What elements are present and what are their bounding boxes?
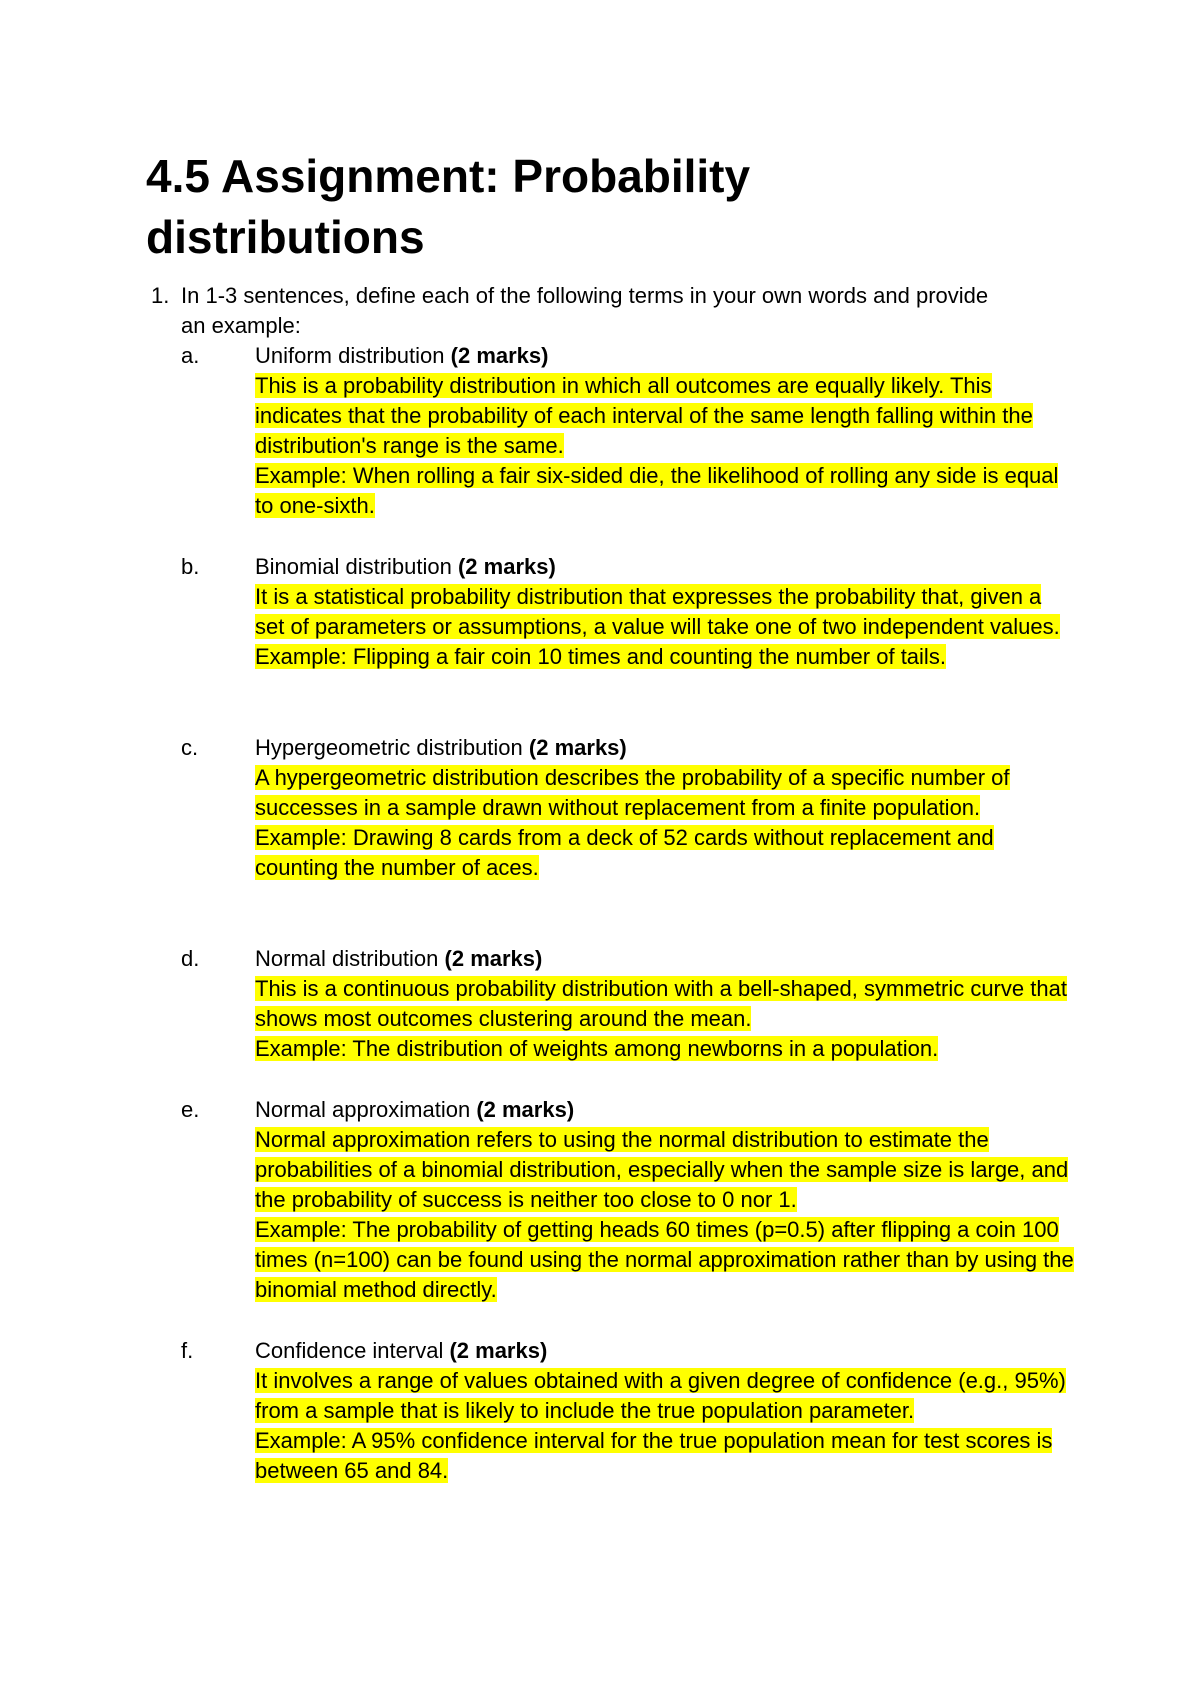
item-answer: [255, 371, 1075, 521]
item-example: Example: When rolling a fair six-sided die, the likelihood of rolling any side is equal to one-sixth.: [255, 463, 1059, 518]
item-heading: [255, 733, 1075, 763]
item-example: Example: A 95% confidence interval for the true population mean for test scores is between 65 and 84.: [255, 1428, 1053, 1483]
item-body: [255, 733, 1075, 883]
item-term: Normal approximation: [255, 1097, 477, 1122]
item-definition: A hypergeometric distribution describes the probability of a specific number of successes in a sample drawn without replacement from a finite population.: [255, 765, 1010, 820]
item-marks: (2 marks): [450, 343, 549, 368]
item-body: [255, 944, 1075, 1064]
item-letter: d.: [181, 946, 200, 971]
item-letter: b.: [181, 554, 200, 579]
item-definition: It involves a range of values obtained with a given degree of confidence (e.g., 95%) from a sample that is likely to include the true population parameter.: [255, 1368, 1066, 1423]
item-term: Confidence interval: [255, 1338, 450, 1363]
item-example: Example: Drawing 8 cards from a deck of 52 cards without replacement and counting the number of aces.: [255, 825, 994, 880]
item-body: [255, 1336, 1075, 1486]
item-term: Normal distribution: [255, 946, 445, 971]
item-example: Example: The distribution of weights among newborns in a population.: [255, 1036, 939, 1061]
item-heading: [255, 341, 1075, 371]
item-term: Uniform distribution: [255, 343, 451, 368]
document-title: 4.5 Assignment: Probability distributions: [146, 150, 751, 263]
item-heading: [255, 552, 1075, 582]
item-definition: Normal approximation refers to using the normal distribution to estimate the probabilities of a binomial distribution, especially when the sample size is large, and the probability of success is neither too close to 0 nor 1.: [255, 1127, 1069, 1212]
item-answer: [255, 1366, 1075, 1486]
item-body: [255, 341, 1075, 521]
item-marks: (2 marks): [449, 1338, 548, 1363]
item-example: Example: Flipping a fair coin 10 times and counting the number of tails.: [255, 644, 946, 669]
item-heading: [255, 944, 1075, 974]
item-answer: [255, 974, 1075, 1064]
item-body: [255, 1095, 1075, 1305]
item-term: Binomial distribution: [255, 554, 458, 579]
item-answer: [255, 582, 1075, 672]
item-term: Hypergeometric distribution: [255, 735, 529, 760]
item-definition: This is a probability distribution in which all outcomes are equally likely. This indicates that the probability of each interval of the same length falling within the distribution's range is the same.: [255, 373, 1033, 458]
item-marks: (2 marks): [457, 554, 556, 579]
item-answer: [255, 763, 1075, 883]
question-prompt: In 1-3 sentences, define each of the following terms in your own words and provide an example:: [181, 283, 989, 338]
item-letter: a.: [181, 343, 200, 368]
item-marks: (2 marks): [476, 1097, 575, 1122]
question-number: 1.: [151, 283, 170, 308]
item-heading: [255, 1336, 1075, 1366]
item-marks: (2 marks): [444, 946, 543, 971]
item-definition: It is a statistical probability distribution that expresses the probability that, given a set of parameters or assumptions, a value will take one of two independent values.: [255, 584, 1060, 639]
item-marks: (2 marks): [528, 735, 627, 760]
item-definition: This is a continuous probability distribution with a bell-shaped, symmetric curve that shows most outcomes clustering around the mean.: [255, 976, 1067, 1031]
item-answer: [255, 1125, 1075, 1305]
item-body: [255, 552, 1075, 672]
item-letter: f.: [181, 1338, 194, 1363]
item-heading: [255, 1095, 1075, 1125]
item-letter: c.: [181, 735, 199, 760]
item-letter: e.: [181, 1097, 200, 1122]
item-example: Example: The probability of getting heads 60 times (p=0.5) after flipping a coin 100 times (n=100) can be found using the normal approximation rather than by using the binomial method directly.: [255, 1217, 1074, 1302]
